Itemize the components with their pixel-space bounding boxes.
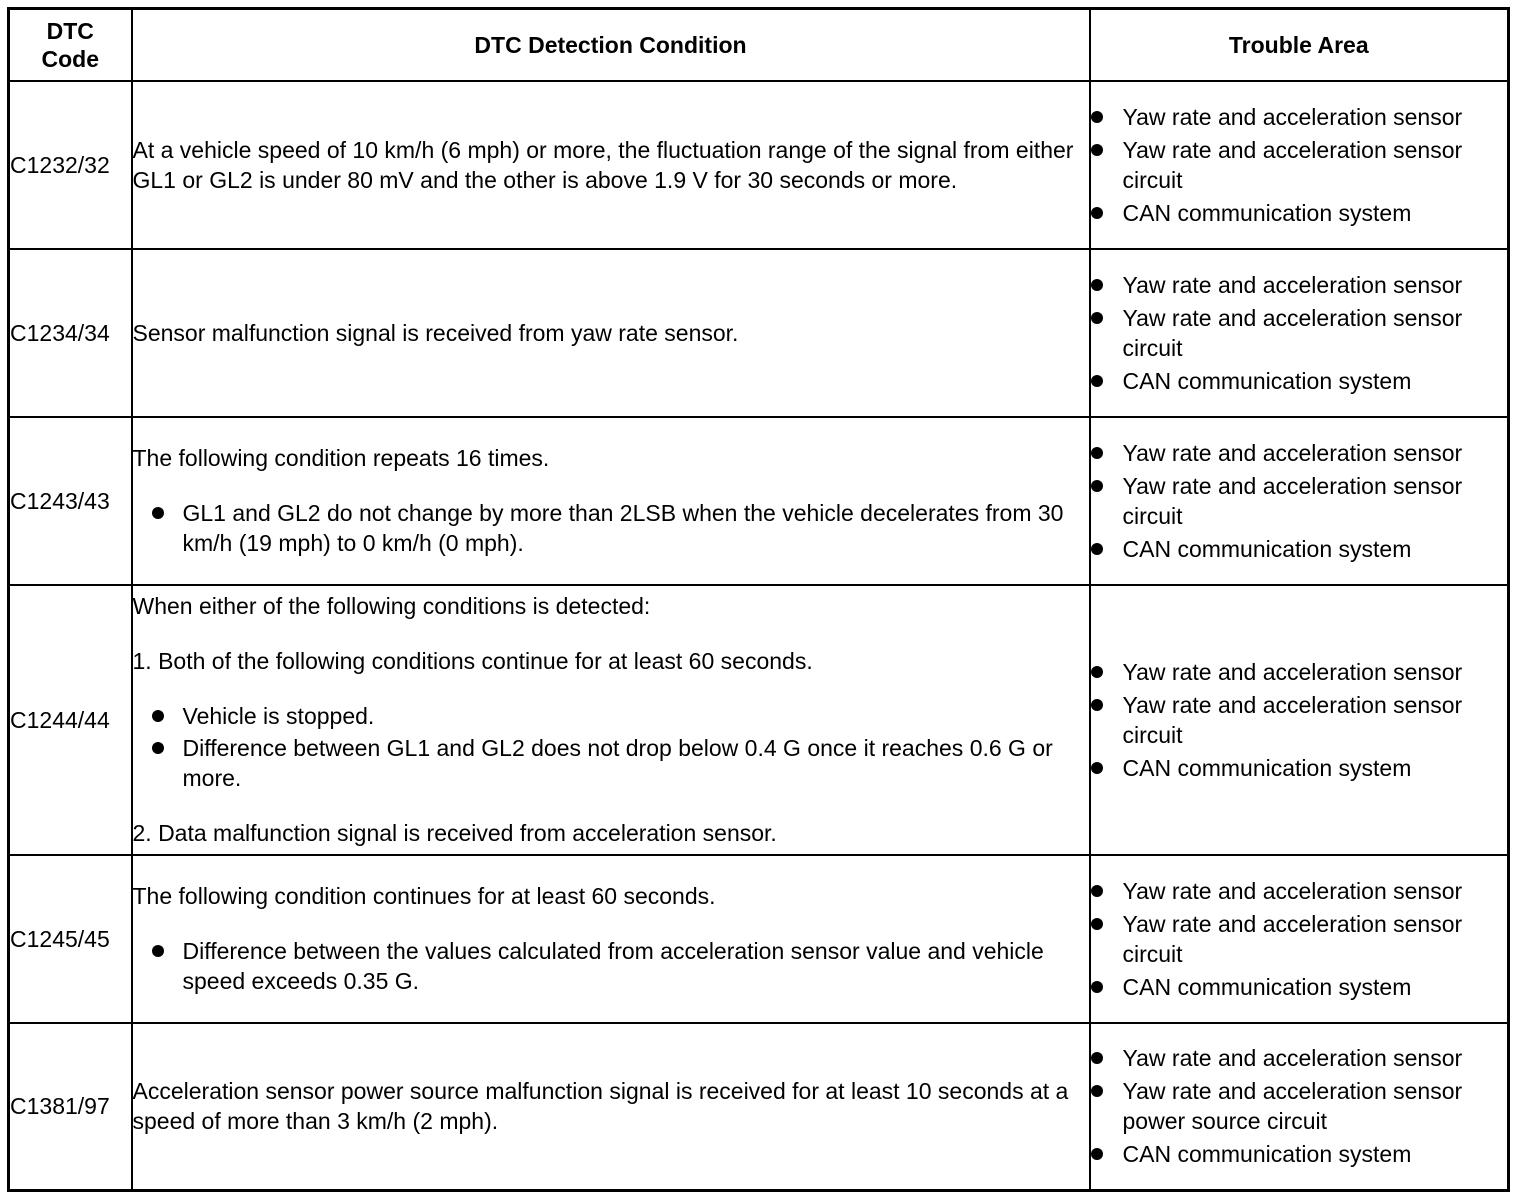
trouble-area-item: Yaw rate and acceleration sensor power source circuit [1091,1076,1508,1136]
trouble-area-item: CAN communication system [1091,1139,1508,1169]
trouble-area-item: Yaw rate and acceleration sensor [1091,1043,1508,1073]
dtc-code: C1234/34 [9,249,132,417]
condition-bullet: Difference between GL1 and GL2 does not drop below 0.4 G once it reaches 0.6 G or more. [150,733,1089,793]
trouble-area-item: CAN communication system [1091,198,1508,228]
trouble-area-item: Yaw rate and acceleration sensor [1091,657,1508,687]
header-detection-condition: DTC Detection Condition [132,9,1090,81]
trouble-area-item: Yaw rate and acceleration sensor circuit [1091,909,1508,969]
detection-condition [132,417,1090,585]
detection-condition [132,585,1090,855]
dtc-code: C1244/44 [9,585,132,855]
trouble-area-item: CAN communication system [1091,753,1508,783]
header-dtc-code: DTC Code [9,9,132,81]
trouble-area [1090,81,1509,249]
condition-text: The following condition continues for at least 60 seconds. [132,883,716,909]
trouble-area [1090,249,1509,417]
trouble-area-item: Yaw rate and acceleration sensor [1091,438,1508,468]
dtc-code: C1381/97 [9,1023,132,1191]
table-row [9,249,1509,417]
condition-item: 2. Data malfunction signal is received from acceleration sensor. [132,820,777,846]
condition-bullet: Vehicle is stopped. [150,701,1089,731]
condition-text: Acceleration sensor power source malfunction signal is received for at least 10 seconds at a speed of more than 3 km/h (2 mph). [132,1078,1069,1135]
header-trouble-area: Trouble Area [1090,9,1509,81]
dtc-table [7,7,1510,1192]
trouble-area [1090,585,1509,855]
trouble-area-item: Yaw rate and acceleration sensor circuit [1091,303,1508,363]
detection-condition [132,81,1090,249]
condition-text: The following condition repeats 16 times. [132,445,550,471]
table-row [9,1023,1509,1191]
trouble-area [1090,855,1509,1023]
trouble-area [1090,1023,1509,1191]
trouble-area-item: CAN communication system [1091,534,1508,564]
condition-text: At a vehicle speed of 10 km/h (6 mph) or more, the fluctuation range of the signal from either GL1 or GL2 is under 80 mV and the other is above 1.9 V for 30 seconds or more. [132,136,1074,193]
dtc-code: C1232/32 [9,81,132,249]
trouble-area [1090,417,1509,585]
condition-bullet: GL1 and GL2 do not change by more than 2LSB when the vehicle decelerates from 30 km/h (19 mph) to 0 km/h (0 mph). [150,498,1089,558]
condition-text: Sensor malfunction signal is received from yaw rate sensor. [132,319,739,346]
dtc-table-frame [7,7,1507,1188]
condition-item: 1. Both of the following conditions continue for at least 60 seconds. [132,648,813,674]
condition-bullet: Difference between the values calculated from acceleration sensor value and vehicle speed exceeds 0.35 G. [150,936,1089,996]
dtc-code: C1243/43 [9,417,132,585]
trouble-area-item: Yaw rate and acceleration sensor circuit [1091,135,1508,195]
detection-condition [132,249,1090,417]
condition-text: When either of the following conditions is detected: [132,593,651,619]
detection-condition [132,855,1090,1023]
trouble-area-item: Yaw rate and acceleration sensor circuit [1091,690,1508,750]
table-row [9,855,1509,1023]
trouble-area-item: Yaw rate and acceleration sensor circuit [1091,471,1508,531]
table-row [9,585,1509,855]
detection-condition [132,1023,1090,1191]
trouble-area-item: CAN communication system [1091,972,1508,1002]
trouble-area-item: CAN communication system [1091,366,1508,396]
dtc-code: C1245/45 [9,855,132,1023]
table-row [9,417,1509,585]
table-header-row [9,9,1509,81]
trouble-area-item: Yaw rate and acceleration sensor [1091,270,1508,300]
trouble-area-item: Yaw rate and acceleration sensor [1091,876,1508,906]
trouble-area-item: Yaw rate and acceleration sensor [1091,102,1508,132]
table-row [9,81,1509,249]
